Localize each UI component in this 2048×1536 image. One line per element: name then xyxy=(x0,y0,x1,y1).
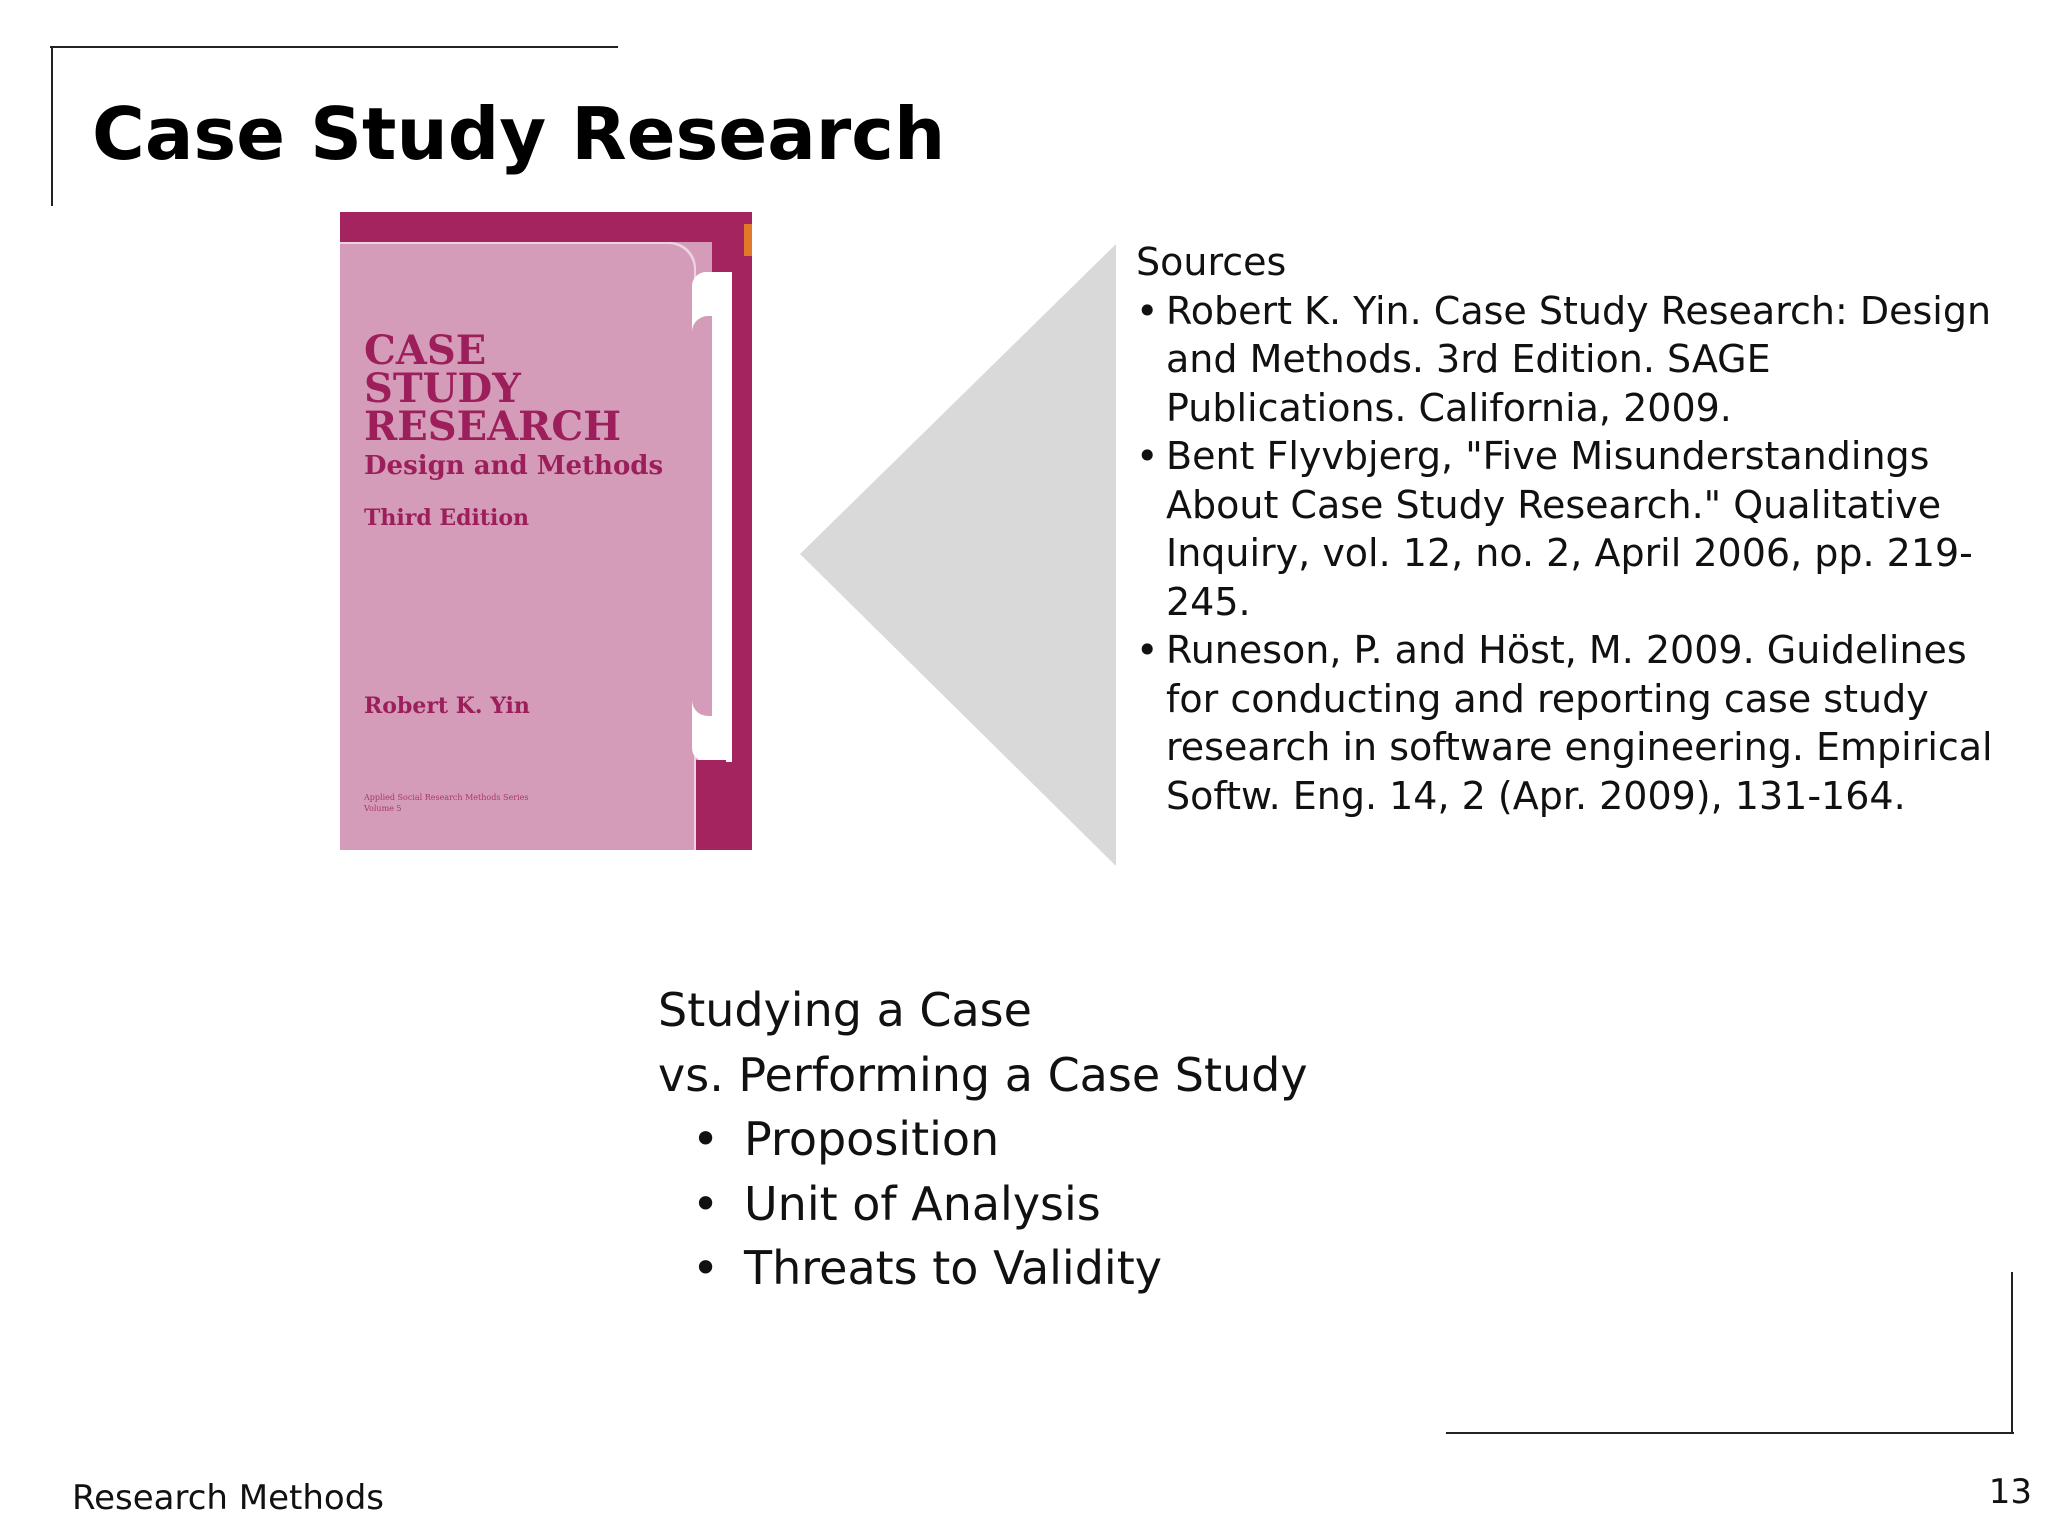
sources-list xyxy=(1136,287,2016,821)
corner-frame-bottom-right-horizontal xyxy=(1446,1432,2014,1434)
book-series-line1: Applied Social Research Methods Series xyxy=(364,793,529,802)
callout-triangle xyxy=(800,244,1116,866)
sources-heading: Sources xyxy=(1136,240,1287,284)
source-item-flyvbjerg: • Bent Flyvbjerg, "Five Misunderstandings About Case Study Research." Qualitative Inquiry, vol. 12, no. 2, April 2006, pp. 219-245. xyxy=(1136,432,2016,626)
book-subtitle: Design and Methods xyxy=(364,451,664,481)
book-top-band xyxy=(340,212,752,242)
source-item-yin: • Robert K. Yin. Case Study Research: Design and Methods. 3rd Edition. SAGE Publications. California, 2009. xyxy=(1136,287,2016,433)
sources-block xyxy=(1136,238,2016,820)
main-line-performing: vs. Performing a Case Study xyxy=(658,1047,1308,1102)
book-series xyxy=(364,792,528,814)
corner-frame-top-left-vertical xyxy=(51,46,53,206)
source-item-runeson: • Runeson, P. and Höst, M. 2009. Guidelines for conducting and reporting case study research in software engineering. Empirical Softw. Eng. 14, 2 (Apr. 2009), 131-164. xyxy=(1136,626,2016,820)
footer-course-name: Research Methods xyxy=(72,1478,384,1518)
book-cover-image xyxy=(340,212,752,850)
bullet-threats-to-validity: • Threats to Validity xyxy=(658,1236,1558,1301)
corner-frame-top-left-horizontal xyxy=(50,46,618,48)
book-title-line3: RESEARCH xyxy=(364,403,622,450)
slide-title: Case Study Research xyxy=(92,92,946,176)
book-series-line2: Volume 5 xyxy=(364,804,402,813)
book-edition: Third Edition xyxy=(364,505,530,531)
bullet-proposition: • Proposition xyxy=(658,1107,1558,1172)
main-bullet-list xyxy=(658,1107,1558,1301)
page-number: 13 xyxy=(1988,1472,2032,1512)
book-author: Robert K. Yin xyxy=(364,693,530,719)
book-tab-inner xyxy=(692,316,712,716)
callout-triangle-shape xyxy=(800,244,1116,866)
book-title-line2: STUDY xyxy=(364,365,521,412)
book-title-line1: CASE xyxy=(364,327,487,374)
main-line-studying: Studying a Case xyxy=(658,983,1032,1037)
bullet-unit-of-analysis: • Unit of Analysis xyxy=(658,1172,1558,1237)
book-tab-bottom xyxy=(696,760,726,850)
book-orange-marker xyxy=(744,224,752,256)
main-content xyxy=(658,978,1558,1301)
corner-frame-bottom-right-vertical xyxy=(2011,1272,2013,1432)
